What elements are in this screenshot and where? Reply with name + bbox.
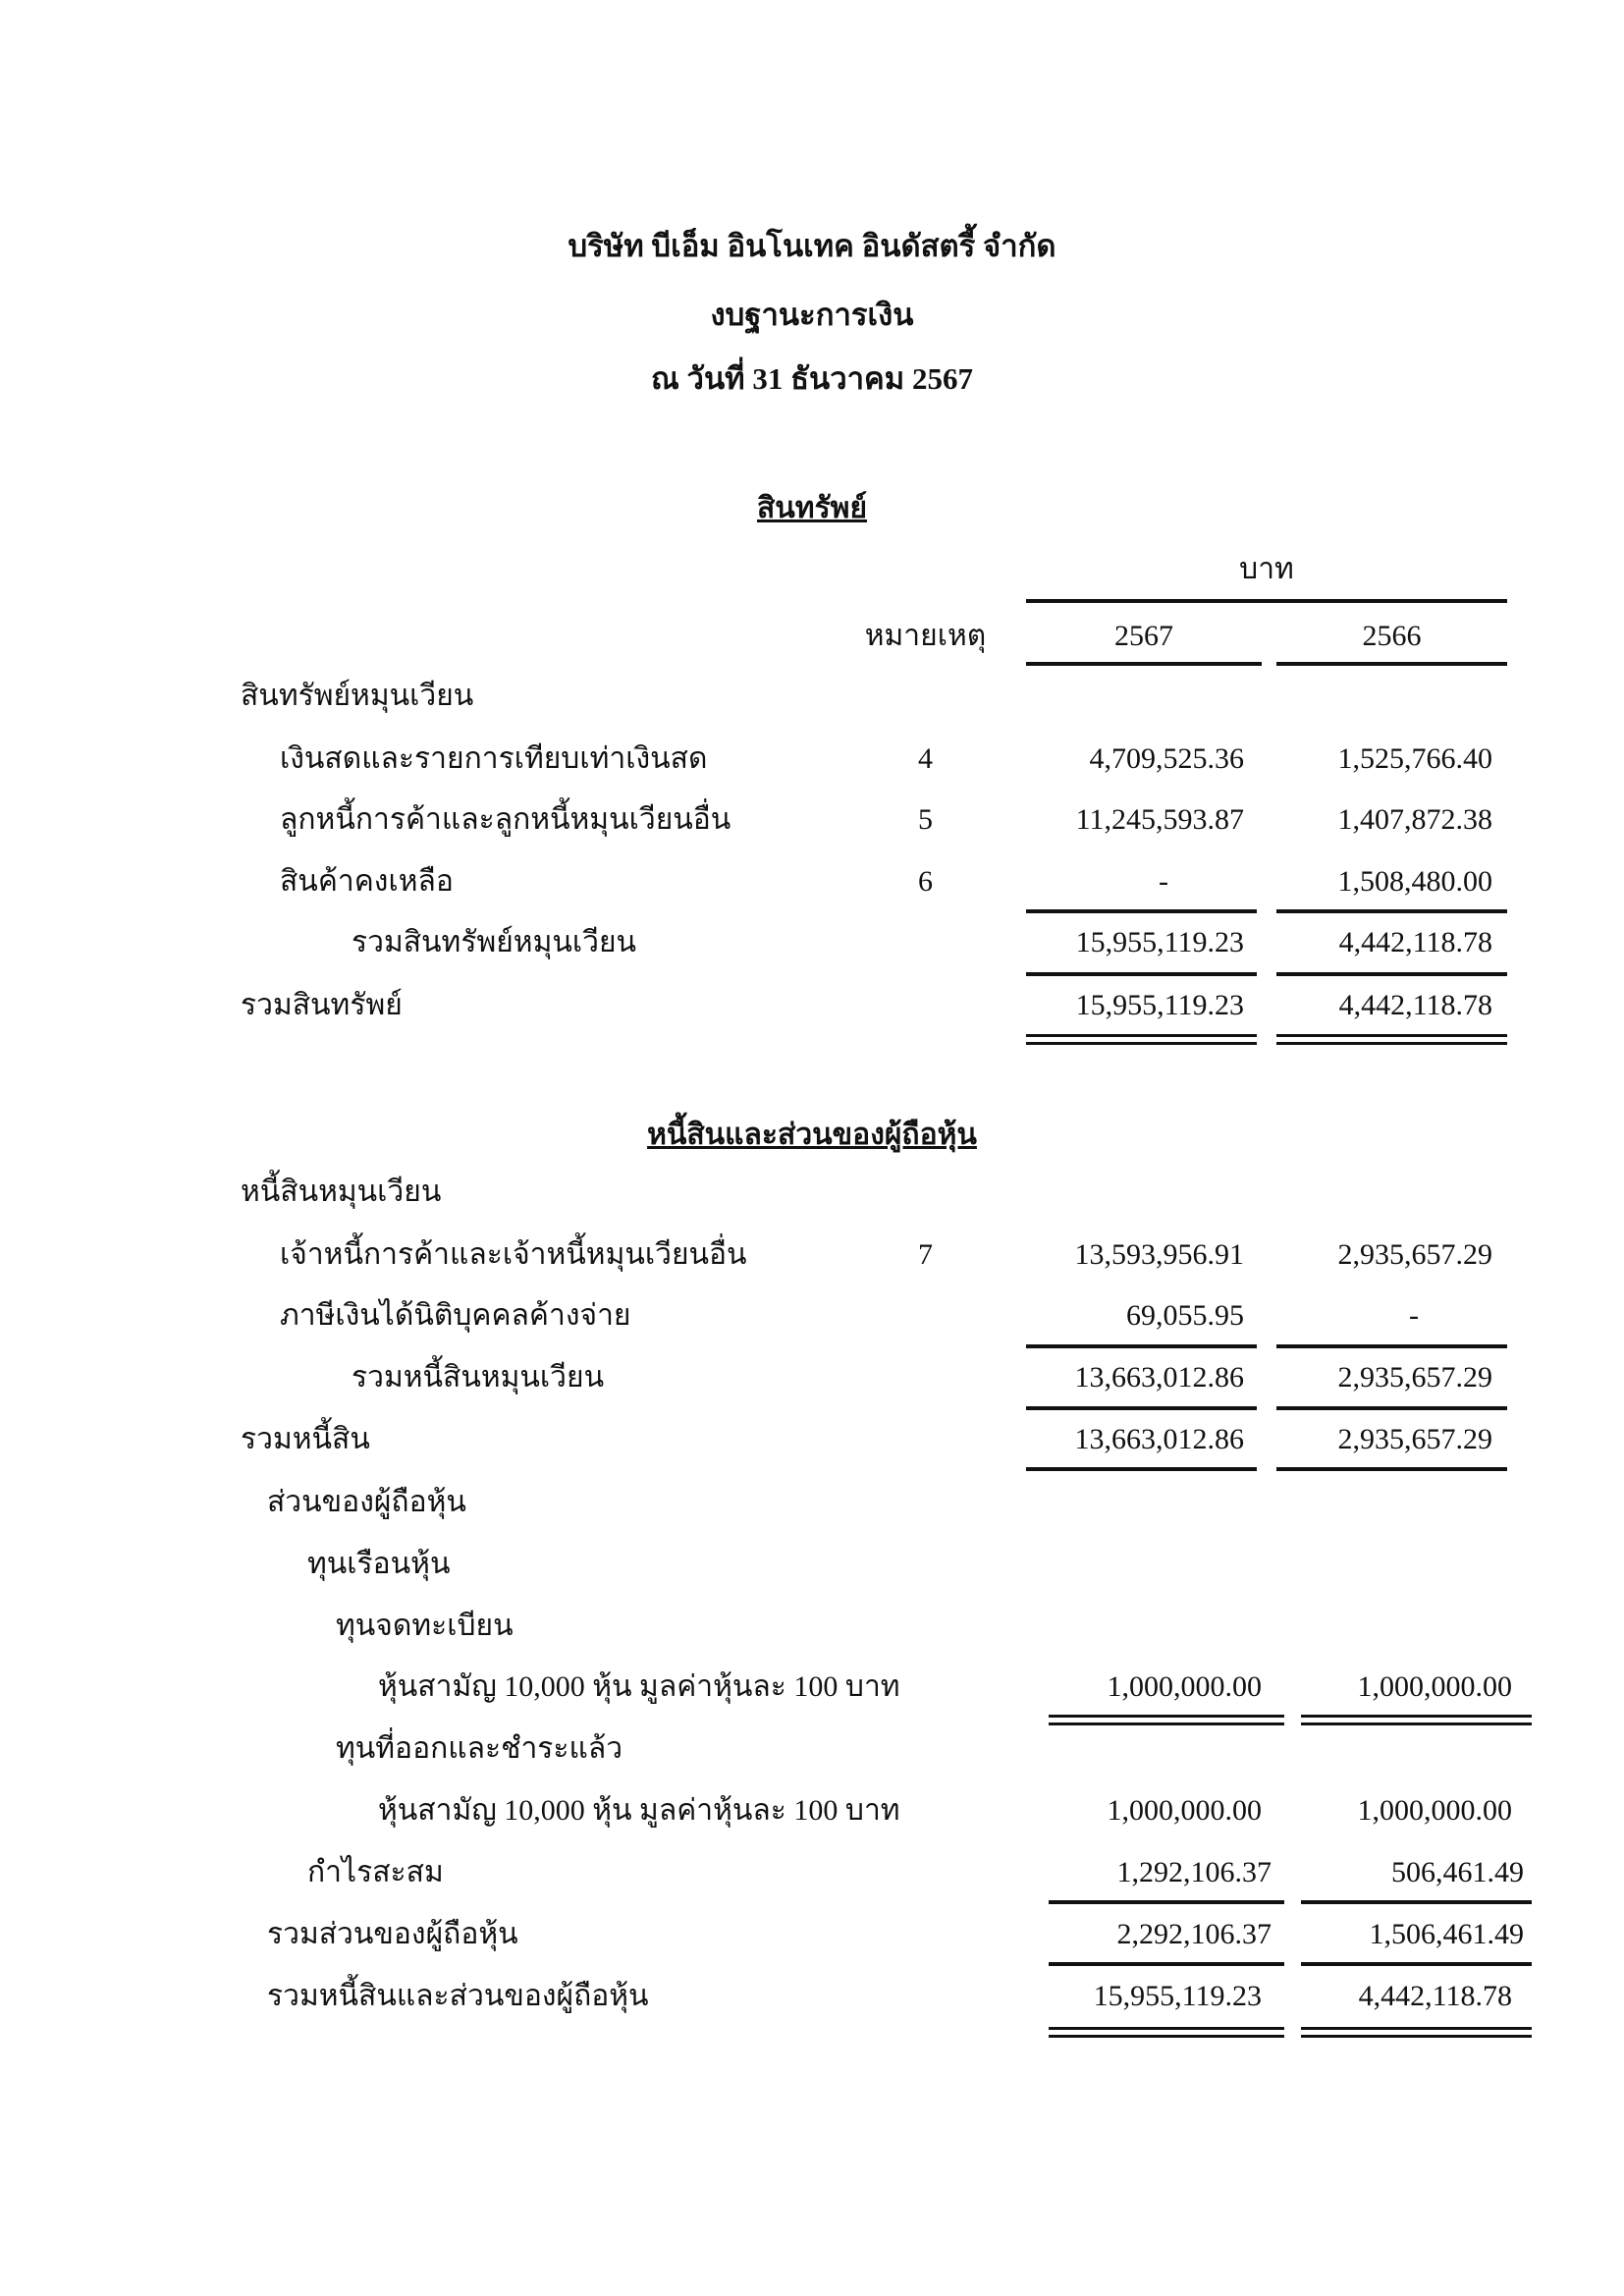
row-value-prior: 1,407,872.38 bbox=[1337, 803, 1492, 836]
row-label: ลูกหนี้การค้าและลูกหนี้หมุนเวียนอื่น bbox=[280, 803, 731, 836]
total-liabilities-current: 13,663,012.86 bbox=[1074, 1423, 1244, 1455]
subtotal-rule bbox=[1276, 1344, 1507, 1348]
total-double-rule bbox=[1026, 1034, 1257, 1045]
row-note: 6 bbox=[918, 865, 933, 898]
statement-title: งบฐานะการเงิน bbox=[710, 298, 914, 332]
row-value-current: - bbox=[1159, 865, 1168, 898]
current-assets-heading: สินทรัพย์หมุนเวียน bbox=[241, 680, 474, 712]
total-equity-current: 2,292,106.37 bbox=[1116, 1918, 1272, 1950]
subtotal-rule bbox=[1026, 1344, 1257, 1348]
row-value-current: 4,709,525.36 bbox=[1089, 742, 1244, 775]
year-prior-rule bbox=[1276, 662, 1507, 666]
row-value-prior: - bbox=[1409, 1299, 1419, 1332]
total-assets-label: รวมสินทรัพย์ bbox=[241, 989, 403, 1021]
year-prior-header: 2566 bbox=[1362, 620, 1422, 652]
total-equity-label: รวมส่วนของผู้ถือหุ้น bbox=[267, 1918, 518, 1950]
subtotal-rule bbox=[1026, 1467, 1257, 1471]
subtotal-rule bbox=[1301, 1962, 1532, 1966]
retained-earnings-label: กำไรสะสม bbox=[307, 1856, 444, 1888]
row-note: 4 bbox=[918, 742, 933, 775]
retained-earnings-prior: 506,461.49 bbox=[1391, 1856, 1524, 1888]
paid-shares-label: หุ้นสามัญ 10,000 หุ้น มูลค่าหุ้นละ 100 บาท bbox=[378, 1794, 900, 1827]
subtotal-rule bbox=[1301, 1900, 1532, 1904]
row-note: 7 bbox=[918, 1238, 933, 1271]
subtotal-rule bbox=[1276, 1467, 1507, 1471]
row-label: เจ้าหนี้การค้าและเจ้าหนี้หมุนเวียนอื่น bbox=[280, 1238, 747, 1271]
total-double-rule bbox=[1301, 2027, 1532, 2038]
currency-label: บาท bbox=[1239, 553, 1294, 585]
row-value-prior: 1,508,480.00 bbox=[1337, 865, 1492, 898]
share-capital-heading: ทุนเรือนหุ้น bbox=[307, 1548, 451, 1580]
year-current-header: 2567 bbox=[1114, 620, 1173, 652]
paid-up-capital-heading: ทุนที่ออกและชำระแล้ว bbox=[336, 1732, 623, 1765]
row-label: สินค้าคงเหลือ bbox=[280, 865, 454, 898]
total-double-rule bbox=[1049, 2027, 1284, 2038]
total-current-assets-current: 15,955,119.23 bbox=[1075, 926, 1244, 958]
subtotal-rule bbox=[1026, 1406, 1257, 1410]
subtotal-rule bbox=[1276, 972, 1507, 976]
row-label: เงินสดและรายการเทียบเท่าเงินสด bbox=[280, 742, 708, 775]
row-value-current: 13,593,956.91 bbox=[1074, 1238, 1244, 1271]
total-equity-prior: 1,506,461.49 bbox=[1369, 1918, 1524, 1950]
paid-shares-prior: 1,000,000.00 bbox=[1357, 1794, 1512, 1827]
total-liabilities-equity-current: 15,955,119.23 bbox=[1093, 1980, 1262, 2012]
subtotal-rule bbox=[1049, 1962, 1284, 1966]
total-current-liabilities-current: 13,663,012.86 bbox=[1074, 1361, 1244, 1394]
row-note: 5 bbox=[918, 803, 933, 836]
total-assets-current: 15,955,119.23 bbox=[1075, 989, 1244, 1021]
company-name: บริษัท บีเอ็ม อินโนเทค อินดัสตรี้ จำกัด bbox=[568, 229, 1056, 263]
current-liabilities-heading: หนี้สินหมุนเวียน bbox=[241, 1175, 442, 1208]
row-label: ภาษีเงินได้นิติบุคคลค้างจ่าย bbox=[280, 1299, 631, 1332]
liabilities-section-title: หนี้สินและส่วนของผู้ถือหุ้น bbox=[647, 1119, 977, 1151]
header-rule bbox=[1026, 599, 1507, 603]
subtotal-rule bbox=[1049, 1900, 1284, 1904]
total-assets-prior: 4,442,118.78 bbox=[1338, 989, 1492, 1021]
assets-section-title: สินทรัพย์ bbox=[756, 492, 868, 524]
subtotal-rule bbox=[1276, 1406, 1507, 1410]
equity-heading: ส่วนของผู้ถือหุ้น bbox=[267, 1486, 466, 1518]
total-current-liabilities-label: รวมหนี้สินหมุนเวียน bbox=[352, 1361, 605, 1394]
subtotal-rule bbox=[1026, 909, 1257, 913]
total-double-rule bbox=[1301, 1715, 1532, 1725]
total-current-assets-prior: 4,442,118.78 bbox=[1338, 926, 1492, 958]
total-liabilities-equity-prior: 4,442,118.78 bbox=[1358, 1980, 1512, 2012]
total-current-assets-label: รวมสินทรัพย์หมุนเวียน bbox=[352, 926, 637, 958]
registered-shares-label: หุ้นสามัญ 10,000 หุ้น มูลค่าหุ้นละ 100 บาท bbox=[378, 1670, 900, 1703]
registered-shares-current: 1,000,000.00 bbox=[1107, 1670, 1262, 1703]
total-current-liabilities-prior: 2,935,657.29 bbox=[1337, 1361, 1492, 1394]
row-value-prior: 1,525,766.40 bbox=[1337, 742, 1492, 775]
year-current-rule bbox=[1026, 662, 1262, 666]
retained-earnings-current: 1,292,106.37 bbox=[1116, 1856, 1272, 1888]
registered-capital-heading: ทุนจดทะเบียน bbox=[336, 1610, 514, 1642]
total-liabilities-equity-label: รวมหนี้สินและส่วนของผู้ถือหุ้น bbox=[267, 1980, 649, 2012]
registered-shares-prior: 1,000,000.00 bbox=[1357, 1670, 1512, 1703]
row-value-current: 11,245,593.87 bbox=[1075, 803, 1244, 836]
total-liabilities-label: รวมหนี้สิน bbox=[241, 1423, 370, 1455]
paid-shares-current: 1,000,000.00 bbox=[1107, 1794, 1262, 1827]
statement-date: ณ วันที่ 31 ธันวาคม 2567 bbox=[651, 361, 973, 396]
row-value-current: 69,055.95 bbox=[1126, 1299, 1244, 1332]
subtotal-rule bbox=[1026, 972, 1257, 976]
total-double-rule bbox=[1049, 1715, 1284, 1725]
row-value-prior: 2,935,657.29 bbox=[1337, 1238, 1492, 1271]
total-liabilities-prior: 2,935,657.29 bbox=[1337, 1423, 1492, 1455]
subtotal-rule bbox=[1276, 909, 1507, 913]
total-double-rule bbox=[1276, 1034, 1507, 1045]
note-column-header: หมายเหตุ bbox=[864, 620, 987, 652]
